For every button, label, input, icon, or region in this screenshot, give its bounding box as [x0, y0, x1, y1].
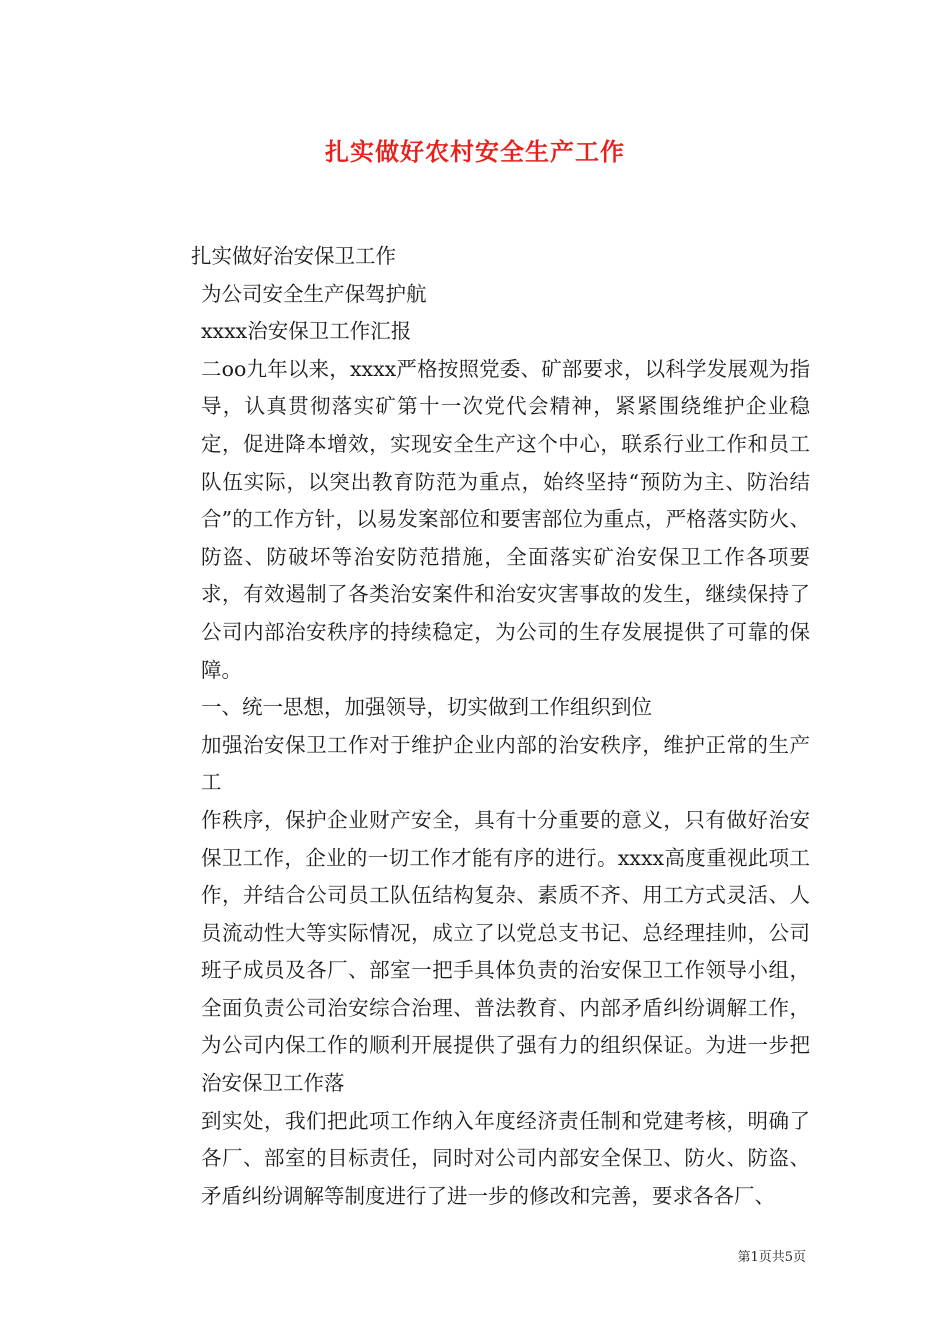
subtitle-line-3: xxxx治安保卫工作汇报: [201, 319, 412, 344]
body-paragraph: 加强治安保卫工作对于维护企业内部的治安秩序，维护正常的生产工: [201, 732, 810, 795]
document-title: 扎实做好农村安全生产工作: [325, 137, 625, 166]
subtitle-line-2: 为公司安全生产保驾护航: [201, 281, 427, 306]
section-heading: 一、统一思想，加强领导，切实做到工作组织到位: [201, 695, 652, 720]
document-body: [145, 238, 810, 1215]
subtitle-line-1: 扎实做好治安保卫工作: [191, 244, 396, 268]
page-number-footer: 第1页共5页: [737, 1250, 806, 1265]
body-paragraph: 到实处，我们把此项工作纳入年度经济责任制和党建考核，明确了各厂、部室的目标责任，同时对公司内部安全保卫、防火、防盗、矛盾纠纷调解等制度进行了进一步的修改和完善，要求各各厂、: [201, 1108, 810, 1208]
body-paragraph: 二oo九年以来，xxxx严格按照党委、矿部要求，以科学发展观为指导，认真贯彻落实矿第十一次党代会精神，紧紧围绕维护企业稳定，促进降本增效，实现安全生产这个中心，联系行业工作和员工队伍实际，以突出教育防范为重点，始终坚持“预防为主、防治结合”的工作方针，以易发案部位和要害部位为重点，严格落实防火、防盗、防破坏等治安防范措施，全面落实矿治安保卫工作各项要求，有效遏制了各类治安案件和治安灾害事故的发生，继续保持了公司内部治安秩序的持续稳定，为公司的生存发展提供了可靠的保障。: [201, 356, 810, 682]
body-paragraph: 作秩序，保护企业财产安全，具有十分重要的意义，只有做好治安保卫工作，企业的一切工作才能有序的进行。xxxx高度重视此项工作，并结合公司员工队伍结构复杂、素质不齐、用工方式灵活、人员流动性大等实际情况，成立了以党总支书记、总经理挂帅，公司班子成员及各厂、部室一把手具体负责的治安保卫工作领导小组，全面负责公司治安综合治理、普法教育、内部矛盾纠纷调解工作，为公司内保工作的顺利开展提供了强有力的组织保证。为进一步把治安保卫工作落: [201, 807, 810, 1096]
